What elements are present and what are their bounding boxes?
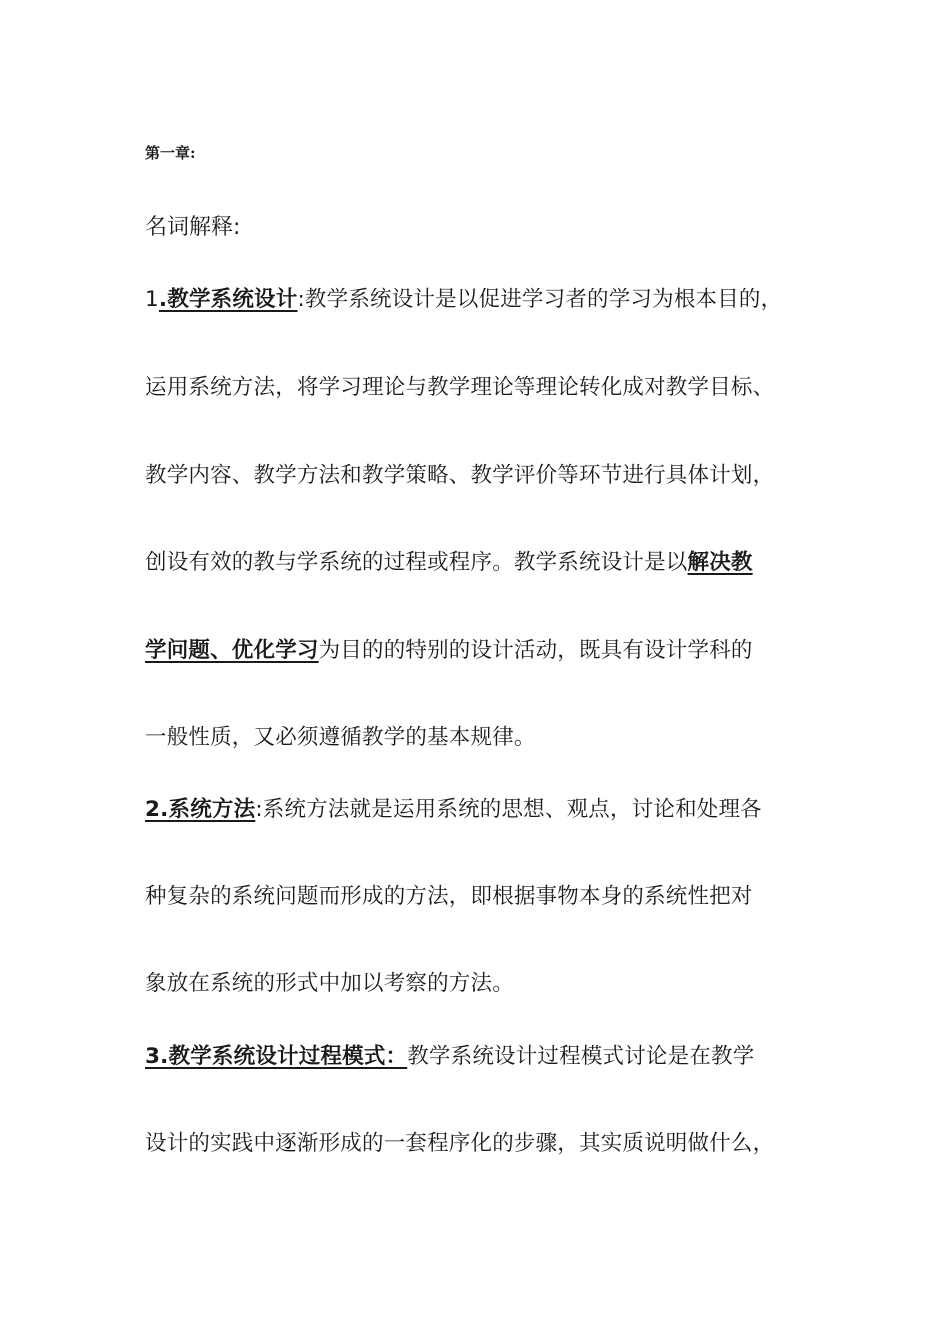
item-1-line-3: 教学内容、教学方法和教学策略、教学评价等环节进行具体计划， <box>145 463 775 488</box>
item-1-line-4-text: 创设有效的教与学系统的过程或程序。教学系统设计是以 <box>145 550 688 575</box>
item-3-line-1 <box>145 1039 754 1070</box>
item-3-line-2: 设计的实践中逐渐形成的一套程序化的步骤，其实质说明做什么， <box>145 1131 775 1156</box>
item-1-term: .教学系统设计 <box>158 287 298 312</box>
chapter-title: 第一章: <box>145 144 196 162</box>
section-heading: 名词解释: <box>145 215 241 240</box>
item-2-text: 系统方法就是运用系统的思想、观点，讨论和处理各 <box>262 797 762 822</box>
item-1-line-2: 运用系统方法，将学习理论与教学理论等理论转化成对教学目标、 <box>145 375 775 400</box>
item-1-line-6: 一般性质，又必须遵循教学的基本规律。 <box>145 725 536 750</box>
item-2-colon: : <box>255 797 263 822</box>
item-3-text: 教学系统设计过程模式讨论是在教学 <box>407 1044 755 1069</box>
item-3-term: 3.教学系统设计过程模式： <box>145 1044 408 1069</box>
item-1-text: 教学系统设计是以促进学习者的学习为根本目的， <box>304 287 783 312</box>
item-1-colon: : <box>297 287 305 312</box>
item-1-emphasis-1: 解决教 <box>687 550 753 575</box>
item-1-line-4 <box>145 545 753 576</box>
item-2-line-3: 象放在系统的形式中加以考察的方法。 <box>145 971 514 996</box>
item-2-line-2: 种复杂的系统问题而形成的方法，即根据事物本身的系统性把对 <box>145 884 753 909</box>
item-2-term: 2.系统方法 <box>145 797 256 822</box>
item-1-line-1 <box>145 282 782 313</box>
item-1-line-5 <box>145 633 753 664</box>
item-1-emphasis-2: 学问题、优化学习 <box>145 638 319 663</box>
item-2-line-1 <box>145 792 762 823</box>
item-1-line-5-text: 为目的的特别的设计活动，既具有设计学科的 <box>318 638 753 663</box>
item-1-number: 1 <box>145 287 159 312</box>
